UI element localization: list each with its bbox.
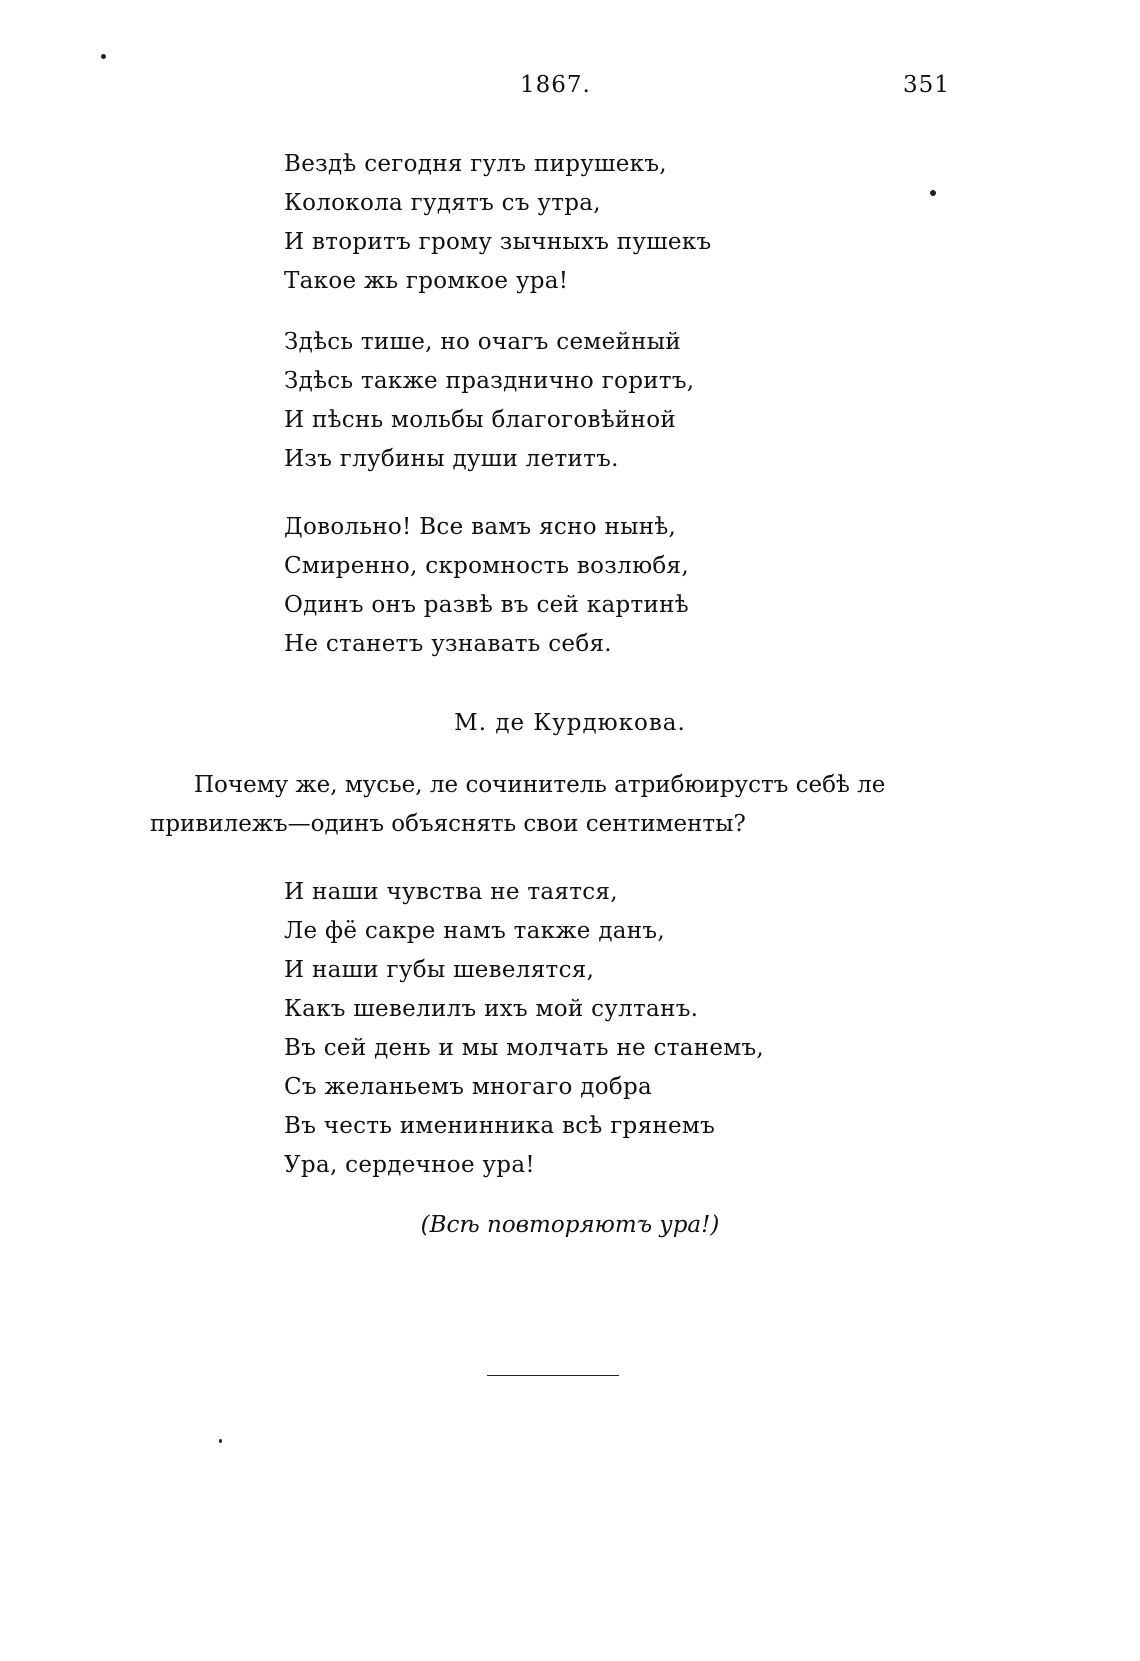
end-rule [487,1375,619,1376]
stanza-4 [284,873,764,1185]
verse-line: Съ желаньемъ многаго добра [284,1074,653,1100]
verse-line: Ура, сердечное ура! [284,1152,535,1178]
prose-paragraph [150,766,956,844]
verse-line: Какъ шевелилъ ихъ мой султанъ. [284,996,699,1022]
verse-line: И наши чувства не таятся, [284,879,618,905]
verse-line: Ле фё сакре намъ также данъ, [284,918,665,944]
verse-line: Изъ глубины души летитъ. [284,446,619,472]
page-number: 351 [903,72,950,98]
running-head: 1867. [520,72,591,98]
verse-line: Вездѣ сегодня гулъ пирушекъ, [284,151,667,177]
stanza-2 [284,323,694,479]
verse-line: Такое жь громкое ура! [284,268,569,294]
verse-line: Колокола гудятъ съ утра, [284,190,601,216]
speaker-name: М. де Курдюкова. [454,710,686,736]
stanza-1 [284,145,711,301]
verse-line: Въ сей день и мы молчать не станемъ, [284,1035,765,1061]
speck-mark [219,1439,222,1443]
verse-line: И наши губы шевелятся, [284,957,595,983]
verse-line: И вторитъ грому зычныхъ пушекъ [284,229,712,255]
verse-line: Не станетъ узнавать себя. [284,631,612,657]
verse-line: Въ честь именинника всѣ грянемъ [284,1113,716,1139]
speck-mark [101,54,106,59]
verse-line: Смиренно, скромность возлюбя, [284,553,689,579]
page-header [0,72,1140,112]
verse-line: И пѣснь мольбы благоговѣйной [284,407,676,433]
verse-line: Здѣсь также празднично горитъ, [284,368,695,394]
prose-line: Почему же, мусье, ле сочинитель атрибюирустъ себѣ ле [194,772,886,798]
verse-line: Одинъ онъ развѣ въ сей картинѣ [284,592,689,618]
verse-line: Довольно! Все вамъ ясно нынѣ, [284,514,677,540]
stage-direction: (Всѣ повторяютъ ура!) [420,1212,720,1238]
verse-line: Здѣсь тише, но очагъ семейный [284,329,681,355]
speck-mark [930,190,936,196]
stanza-3 [284,508,689,664]
prose-line: привилежъ—одинъ объяснять свои сентименты? [150,811,746,837]
